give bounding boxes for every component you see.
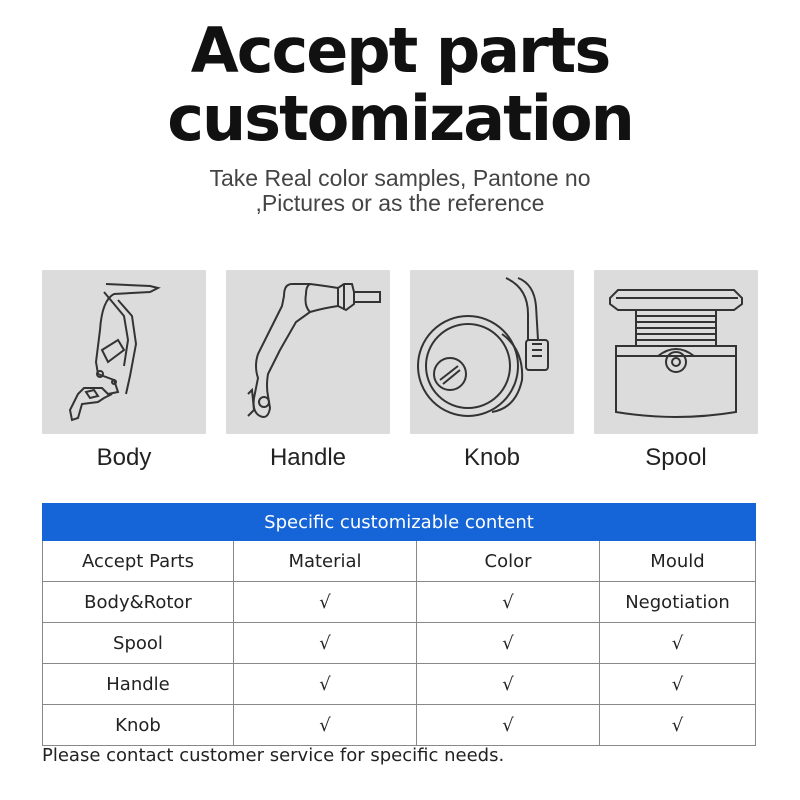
part-card-body — [42, 270, 206, 472]
check-mark: √ — [417, 582, 600, 623]
subtitle-line-2: ,Pictures or as the reference — [255, 190, 545, 216]
column-header: Mould — [600, 541, 756, 582]
table-cell: Body&Rotor — [43, 582, 234, 623]
table-cell: Knob — [43, 705, 234, 746]
part-card-knob — [410, 270, 574, 472]
part-label: Spool — [645, 444, 707, 471]
reel-spool-icon — [594, 270, 758, 434]
column-header: Material — [234, 541, 417, 582]
check-mark: √ — [417, 623, 600, 664]
reel-handle-icon — [226, 270, 390, 434]
part-label: Knob — [463, 444, 521, 471]
reel-body-icon — [42, 270, 206, 434]
check-mark: √ — [600, 664, 756, 705]
footer-note: Please contact customer service for specific needs. — [42, 745, 505, 766]
check-mark: √ — [600, 623, 756, 664]
part-label: Body — [96, 444, 152, 471]
part-label: Handle — [269, 444, 347, 471]
check-mark: √ — [600, 705, 756, 746]
column-header: Accept Parts — [43, 541, 234, 582]
table-cell: Negotiation — [600, 582, 756, 623]
table-cell: Handle — [43, 664, 234, 705]
check-mark: √ — [234, 664, 417, 705]
reel-knob-icon — [410, 270, 574, 434]
column-header: Color — [417, 541, 600, 582]
check-mark: √ — [417, 664, 600, 705]
title-line-1: Accept parts — [190, 14, 610, 87]
part-card-handle — [226, 270, 390, 472]
title-line-2: customization — [167, 82, 633, 155]
table-cell: Spool — [43, 623, 234, 664]
check-mark: √ — [417, 705, 600, 746]
table-banner: Specific customizable content — [43, 504, 756, 541]
check-mark: √ — [234, 623, 417, 664]
table-row — [43, 664, 756, 705]
table-row — [43, 582, 756, 623]
table-header-row — [43, 541, 756, 582]
part-card-spool — [594, 270, 758, 472]
check-mark: √ — [234, 582, 417, 623]
subtitle-line-1: Take Real color samples, Pantone no — [209, 165, 591, 191]
table-row — [43, 623, 756, 664]
table-row — [43, 705, 756, 746]
check-mark: √ — [234, 705, 417, 746]
customization-table — [42, 503, 756, 746]
